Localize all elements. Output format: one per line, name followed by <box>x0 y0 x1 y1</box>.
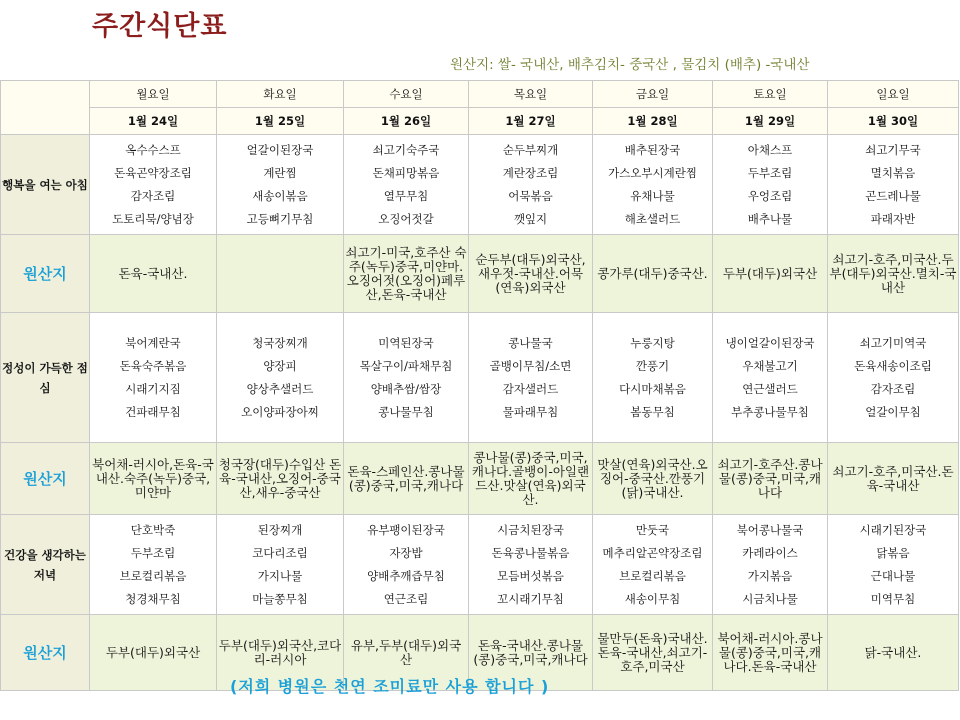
menu-item: 시금치나물 <box>742 591 798 606</box>
menu-item: 만둣국 <box>635 522 670 537</box>
menu-item: 부추콩나물무침 <box>731 404 809 419</box>
menu-cell <box>469 135 593 235</box>
day-name: 수요일 <box>344 81 469 108</box>
origin-cell: 맛살(연육)외국산.오징어-중국산.깐풍기(닭)국내산. <box>593 443 713 515</box>
menu-cell <box>828 515 959 615</box>
menu-item: 목살구이/파채무침 <box>359 358 453 373</box>
menu-cell <box>469 313 593 443</box>
origin-cell: 물만두(돈육)국내산.돈육-국내산,쇠고기-호주,미국산 <box>593 615 713 691</box>
menu-item: 가지나물 <box>257 568 303 583</box>
menu-item: 감자조림 <box>130 188 176 203</box>
menu-item: 멸치볶음 <box>870 165 916 180</box>
menu-item: 북어콩나물국 <box>736 522 804 537</box>
menu-item: 곤드레나물 <box>865 188 921 203</box>
menu-item: 메추리알곤약장조림 <box>602 545 703 560</box>
origin-cell <box>217 235 344 313</box>
menu-item: 유채나물 <box>630 188 675 203</box>
menu-item: 쇠고기숙주국 <box>372 142 440 157</box>
menu-item: 우엉조림 <box>747 188 793 203</box>
menu-item: 건파래무침 <box>125 404 181 419</box>
menu-item: 아채스프 <box>747 142 793 157</box>
menu-cell <box>713 313 828 443</box>
day-name: 금요일 <box>593 81 713 108</box>
menu-item: 미역된장국 <box>378 335 434 350</box>
menu-item: 브로컬리볶음 <box>119 568 187 583</box>
menu-item: 열무무침 <box>383 188 429 203</box>
menu-cell <box>217 135 344 235</box>
menu-item: 깐풍기 <box>635 358 670 373</box>
menu-item: 새송이볶음 <box>252 188 308 203</box>
menu-cell <box>828 313 959 443</box>
weekly-menu-table <box>0 80 959 691</box>
menu-item: 얼갈이무침 <box>865 404 921 419</box>
menu-item: 돈육곤약장조림 <box>114 165 192 180</box>
origin-cell: 쇠고기-호주,미국산.두부(대두)외국산.멸치-국내산 <box>828 235 959 313</box>
menu-item: 시금치된장국 <box>497 522 564 537</box>
origin-label: 원산지 <box>1 443 90 515</box>
origin-row <box>1 443 959 515</box>
menu-item: 물파래무침 <box>502 404 559 419</box>
origin-cell: 북어채-러시아,돈육-국내산.숙주(녹두)중국,미얀마 <box>90 443 217 515</box>
menu-cell <box>344 515 469 615</box>
day-date: 1월 30일 <box>828 108 959 135</box>
menu-item: 카레라이스 <box>742 545 798 560</box>
origin-cell: 두부(대두)외국산,코다리-러시아 <box>217 615 344 691</box>
day-date: 1월 25일 <box>217 108 344 135</box>
menu-item: 청국장찌개 <box>252 335 308 350</box>
origin-cell: 쇠고기-호주,미국산.돈육-국내산 <box>828 443 959 515</box>
origin-cell: 두부(대두)외국산 <box>713 235 828 313</box>
menu-item: 어묵볶음 <box>508 188 553 203</box>
day-name: 토요일 <box>713 81 828 108</box>
menu-item: 양배추깨즙무침 <box>367 568 445 583</box>
menu-cell <box>828 135 959 235</box>
menu-cell <box>593 313 713 443</box>
menu-item: 고등뼈기무침 <box>246 211 314 226</box>
menu-item: 마늘쫑무침 <box>252 591 308 606</box>
day-date: 1월 24일 <box>90 108 217 135</box>
menu-item: 감자샐러드 <box>502 381 559 396</box>
origin-cell: 콩나물(콩)중국,미국,캐나다.골뱅이-아일랜드산.맛살(연육)외국산. <box>469 443 593 515</box>
menu-item: 오징어젓갈 <box>378 211 434 226</box>
menu-item: 청경채무침 <box>125 591 181 606</box>
menu-item: 계란장조림 <box>502 165 559 180</box>
menu-item: 얼갈이된장국 <box>246 142 314 157</box>
menu-item: 돈채피망볶음 <box>372 165 440 180</box>
menu-item: 연근샐러드 <box>742 381 798 396</box>
menu-item: 깻잎지 <box>513 211 548 226</box>
origin-cell: 돈육-국내산.콩나물(콩)중국,미국,캐나다 <box>469 615 593 691</box>
menu-cell <box>344 135 469 235</box>
menu-item: 자장밥 <box>389 545 423 560</box>
origin-cell: 돈육-스페인산.콩나물(콩)중국,미국,캐나다 <box>344 443 469 515</box>
menu-cell <box>593 135 713 235</box>
day-name: 목요일 <box>469 81 593 108</box>
menu-cell <box>713 135 828 235</box>
menu-item: 시래기지짐 <box>125 381 181 396</box>
day-date: 1월 27일 <box>469 108 593 135</box>
origin-cell: 순두부(대두)외국산,새우젓-국내산.어묵(연육)외국산 <box>469 235 593 313</box>
day-name: 월요일 <box>90 81 217 108</box>
origin-note: 원산지: 쌀- 국내산, 배추김치- 중국산 , 물김치 (배추) -국내산 <box>450 57 810 73</box>
menu-item: 코다리조림 <box>252 545 308 560</box>
menu-item: 시래기된장국 <box>859 522 927 537</box>
menu-item: 북어계란국 <box>125 335 181 350</box>
menu-item: 유부팽이된장국 <box>367 522 445 537</box>
menu-cell <box>90 515 217 615</box>
menu-cell <box>469 515 593 615</box>
menu-item: 미역무침 <box>870 591 916 606</box>
menu-item: 골뱅이무침/소면 <box>489 358 572 373</box>
menu-item: 파래자반 <box>870 211 916 226</box>
menu-item: 감자조림 <box>870 381 916 396</box>
menu-item: 단호박죽 <box>130 522 176 537</box>
menu-item: 배추된장국 <box>624 142 681 157</box>
menu-item: 두부조림 <box>747 165 793 180</box>
menu-item: 모듬버섯볶음 <box>497 568 564 583</box>
menu-cell <box>90 313 217 443</box>
menu-item: 돈육숙주볶음 <box>119 358 187 373</box>
menu-item: 도토리묵/양념장 <box>112 211 194 226</box>
menu-item: 양장피 <box>263 358 297 373</box>
origin-cell: 쇠고기-미국,호주산 숙주(녹두)중국,미얀마.오징어젓(오징어)페루산,돈육-국내산 <box>344 235 469 313</box>
day-date: 1월 29일 <box>713 108 828 135</box>
menu-cell <box>217 515 344 615</box>
menu-item: 브로컬리볶음 <box>619 568 686 583</box>
origin-cell: 돈육-국내산. <box>90 235 217 313</box>
menu-cell <box>217 313 344 443</box>
menu-item: 가스오부시계란찜 <box>608 165 697 180</box>
menu-item: 쇠고기무국 <box>865 142 921 157</box>
day-name: 일요일 <box>828 81 959 108</box>
menu-item: 옥수수스프 <box>125 142 181 157</box>
meal-label: 정성이 가득한 점심 <box>1 313 90 443</box>
menu-item: 순두부찌개 <box>502 142 559 157</box>
meal-label: 건강을 생각하는 저녁 <box>1 515 90 615</box>
menu-item: 오이양파장아찌 <box>241 404 319 419</box>
origin-row <box>1 235 959 313</box>
menu-item: 양배추쌈/쌈장 <box>370 381 442 396</box>
menu-item: 배추나물 <box>747 211 793 226</box>
origin-cell: 유부,두부(대두)외국산 <box>344 615 469 691</box>
menu-item: 연근조림 <box>383 591 429 606</box>
corner-cell <box>1 81 90 135</box>
menu-cell <box>344 313 469 443</box>
watermark-note: (저희 병원은 천연 조미료만 사용 합니다 ) <box>230 677 550 696</box>
menu-cell <box>593 515 713 615</box>
day-name-row <box>1 81 959 108</box>
origin-cell: 쇠고기-호주산.콩나물(콩)중국,미국,캐나다 <box>713 443 828 515</box>
menu-item: 다시마채볶음 <box>619 381 686 396</box>
meal-label: 행복을 여는 아침 <box>1 135 90 235</box>
menu-item: 누룽지탕 <box>630 335 675 350</box>
menu-cell <box>713 515 828 615</box>
day-date: 1월 26일 <box>344 108 469 135</box>
menu-item: 콩나물국 <box>508 335 553 350</box>
menu-item: 우채불고기 <box>742 358 798 373</box>
origin-cell: 콩가루(대두)중국산. <box>593 235 713 313</box>
menu-item: 콩나물무침 <box>378 404 434 419</box>
menu-item: 쇠고기미역국 <box>859 335 927 350</box>
day-date: 1월 28일 <box>593 108 713 135</box>
menu-item: 새송이무침 <box>624 591 681 606</box>
origin-cell: 두부(대두)외국산 <box>90 615 217 691</box>
menu-item: 된장찌개 <box>257 522 303 537</box>
page-title: 주간식단표 <box>92 11 228 42</box>
origin-label: 원산지 <box>1 235 90 313</box>
origin-label: 원산지 <box>1 615 90 691</box>
meal-row <box>1 515 959 615</box>
day-date-row <box>1 108 959 135</box>
menu-item: 봄동무침 <box>630 404 675 419</box>
day-name: 화요일 <box>217 81 344 108</box>
meal-row <box>1 313 959 443</box>
origin-cell: 북어채-러시아.콩나물(콩)중국,미국,캐나다.돈육-국내산 <box>713 615 828 691</box>
menu-cell <box>90 135 217 235</box>
menu-item: 양상추샐러드 <box>246 381 314 396</box>
origin-cell: 청국장(대두)수입산 돈육-국내산,오징어-중국산,새우-중국산 <box>217 443 344 515</box>
menu-item: 해초샐러드 <box>624 211 681 226</box>
menu-item: 돈육콩나물볶음 <box>491 545 570 560</box>
menu-item: 닭볶음 <box>876 545 910 560</box>
menu-item: 계란찜 <box>263 165 297 180</box>
menu-item: 냉이얼갈이된장국 <box>725 335 815 350</box>
origin-cell: 닭-국내산. <box>828 615 959 691</box>
menu-item: 가지볶음 <box>747 568 793 583</box>
menu-item: 근대나물 <box>870 568 916 583</box>
menu-item: 두부조림 <box>130 545 176 560</box>
menu-item: 꼬시래기무침 <box>497 591 564 606</box>
meal-row <box>1 135 959 235</box>
menu-item: 돈육새송이조림 <box>854 358 932 373</box>
